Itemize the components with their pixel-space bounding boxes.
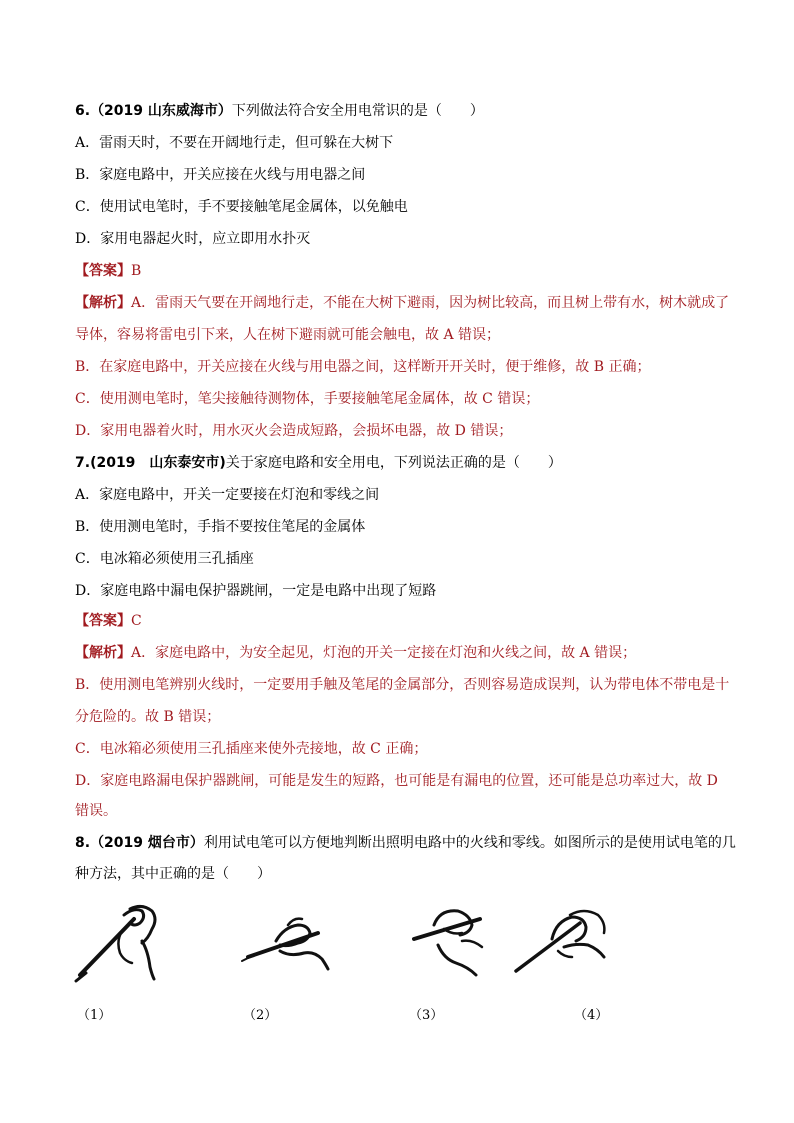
- figure-caption: （2）: [243, 1008, 278, 1023]
- answer-line: [75, 262, 725, 280]
- option-c: C．使用试电笔时，手不要接触笔尾金属体，以免触电: [75, 199, 408, 215]
- analysis-line: B．在家庭电路中，开关应接在火线与用电器之间，这样断开开关时，便于维修，故 B 正确；: [75, 359, 651, 375]
- analysis-line: D．家庭电路漏电保护器跳闸，可能是发生的短路，也可能是有漏电的位置，还可能是总功率过大，故 D: [75, 773, 718, 789]
- option-d: D．家用电器起火时，应立即用水扑灭: [75, 231, 311, 247]
- analysis-text: A．家庭电路中，为安全起见，灯泡的开关一定接在灯泡和火线之间，故 A 错误；: [131, 645, 637, 661]
- analysis-line: C．使用测电笔时，笔尖接触待测物体，手要接触笔尾金属体，故 C 错误；: [75, 391, 540, 407]
- question-text: 利用试电笔可以方便地判断出照明电路中的火线和零线。如图所示的是使用试电笔的几: [203, 835, 736, 851]
- option-b: B．家庭电路中，开关应接在火线与用电器之间: [75, 167, 366, 183]
- analysis-line: D．家用电器着火时，用水灭火会造成短路，会损坏电器，故 D 错误；: [75, 423, 513, 439]
- option-a: A．家庭电路中，开关一定要接在灯泡和零线之间: [75, 487, 380, 503]
- question-source: （2019 烟台市）: [90, 835, 204, 851]
- figure-caption: （3）: [409, 1008, 444, 1023]
- question-8-stem: [75, 834, 736, 852]
- option-c: C．电冰箱必须使用三孔插座: [75, 551, 254, 567]
- analysis-label: 【解析】: [75, 645, 131, 661]
- analysis-label: 【解析】: [75, 295, 131, 311]
- figure-1-hand-pen: [72, 895, 162, 985]
- question-source: （2019 山东威海市）: [90, 103, 232, 119]
- figure-2-hand-pen: [240, 895, 330, 985]
- question-7-stem: [75, 454, 725, 472]
- option-b: B．使用测电笔时，手指不要按住笔尾的金属体: [75, 519, 366, 535]
- answer-value: B: [131, 263, 142, 279]
- answer-value: C: [131, 613, 142, 629]
- option-a: A．雷雨天时，不要在开阔地行走，但可躲在大树下: [75, 135, 394, 151]
- option-d: D．家庭电路中漏电保护器跳闸，一定是电路中出现了短路: [75, 583, 437, 599]
- question-number: 8.: [75, 835, 91, 851]
- question-number: 7.: [75, 455, 91, 471]
- analysis-line: [75, 644, 725, 662]
- analysis-line: 分危险的。故 B 错误；: [75, 709, 221, 725]
- figure-caption: （1）: [77, 1008, 112, 1023]
- analysis-line: 错误。: [75, 803, 117, 819]
- question-text: 种方法，其中正确的是（ ）: [75, 866, 271, 882]
- question-number: 6.: [75, 103, 91, 119]
- answer-line: [75, 612, 725, 630]
- figure-caption: （4）: [574, 1008, 609, 1023]
- analysis-line: C．电冰箱必须使用三孔插座来使外壳接地，故 C 正确；: [75, 741, 428, 757]
- analysis-line: B．使用测电笔辨别火线时，一定要用手触及笔尾的金属部分，否则容易造成误判，认为带电体不带电是十: [75, 677, 730, 693]
- analysis-text: A．雷雨天气要在开阔地行走，不能在大树下避雨，因为树比较高，而且树上带有水，树木就成了: [131, 295, 730, 311]
- answer-label: 【答案】: [75, 613, 131, 629]
- figure-3-hand-pen: [408, 895, 498, 985]
- analysis-line: [75, 294, 730, 312]
- figure-4-hand-pen: [510, 895, 600, 985]
- question-source: (2019 山东泰安市): [90, 455, 226, 471]
- question-text: 下列做法符合安全用电常识的是（ ）: [231, 103, 484, 119]
- answer-label: 【答案】: [75, 263, 131, 279]
- analysis-line: 导体，容易将雷电引下来，人在树下避雨就可能会触电，故 A 错误；: [75, 327, 501, 343]
- question-text: 关于家庭电路和安全用电，下列说法正确的是（ ）: [225, 455, 562, 471]
- question-6-stem: [75, 102, 725, 120]
